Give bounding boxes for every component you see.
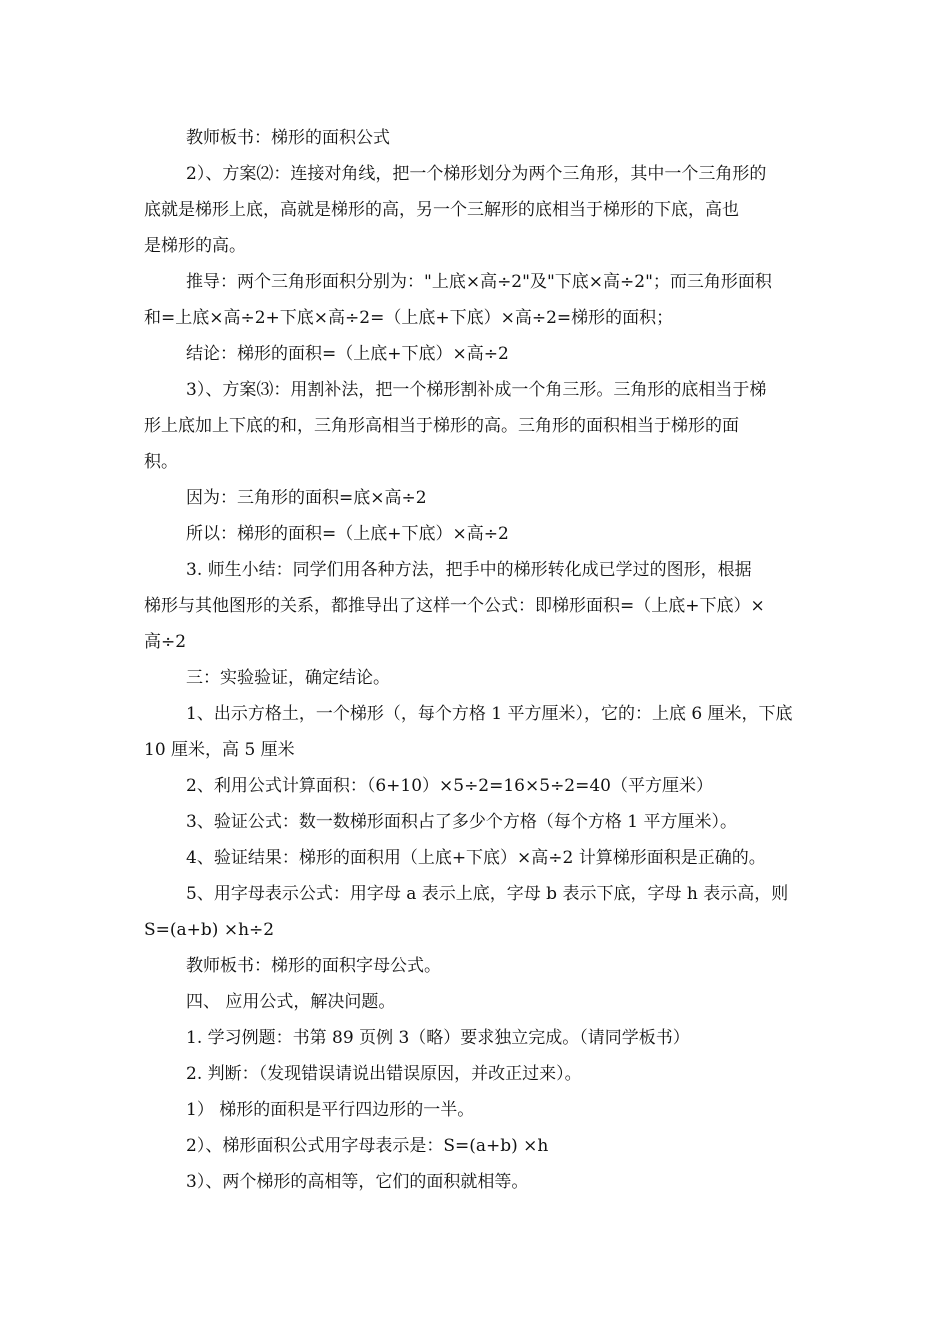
text-line: 1. 学习例题：书第 89 页例 3（略）要求独立完成。（请同学板书） xyxy=(186,1028,690,1048)
text-line: 底就是梯形上底，高就是梯形的高，另一个三解形的底相当于梯形的下底，高也 xyxy=(144,200,739,220)
text-line: 2. 判断：（发现错误请说出错误原因，并改正过来）。 xyxy=(186,1064,582,1084)
text-line: 形上底加上下底的和，三角形高相当于梯形的高。三角形的面积相当于梯形的面 xyxy=(144,416,739,436)
text-line: 3）、两个梯形的高相等，它们的面积就相等。 xyxy=(186,1172,529,1192)
text-line: 2、利用公式计算面积：（6+10）×5÷2=16×5÷2=40（平方厘米） xyxy=(186,776,713,796)
text-line: 和=上底×高÷2+下底×高÷2=（上底+下底）×高÷2=梯形的面积； xyxy=(144,308,674,328)
text-line: 教师板书：梯形的面积公式 xyxy=(186,128,390,148)
text-line: 积。 xyxy=(144,452,178,472)
document-body xyxy=(144,120,810,1200)
text-line: 所以：梯形的面积=（上底+下底）×高÷2 xyxy=(186,524,509,544)
text-line: 结论：梯形的面积=（上底+下底）×高÷2 xyxy=(186,344,509,364)
text-line: 高÷2 xyxy=(144,632,187,652)
text-line: 推导：两个三角形面积分别为："上底×高÷2"及"下底×高÷2"；而三角形面积 xyxy=(186,272,772,292)
text-line: S=(a+b) ×h÷2 xyxy=(144,920,275,940)
text-line: 10 厘米，高 5 厘米 xyxy=(144,740,295,760)
text-line: 四、 应用公式，解决问题。 xyxy=(186,992,396,1012)
text-line: 2）、方案⑵：连接对角线，把一个梯形划分为两个三角形，其中一个三角形的 xyxy=(186,164,767,184)
text-line: 是梯形的高。 xyxy=(144,236,246,256)
text-line: 1、出示方格土，一个梯形（，每个方格 1 平方厘米），它的：上底 6 厘米，下底 xyxy=(186,704,793,724)
text-line: 5、用字母表示公式：用字母 a 表示上底，字母 b 表示下底，字母 h 表示高，则 xyxy=(186,884,789,904)
text-line: 梯形与其他图形的关系，都推导出了这样一个公式：即梯形面积=（上底+下底）× xyxy=(144,596,765,616)
text-line: 1） 梯形的面积是平行四边形的一半。 xyxy=(186,1100,475,1120)
text-line: 2）、梯形面积公式用字母表示是：S=(a+b) ×h xyxy=(186,1136,549,1156)
text-line: 教师板书：梯形的面积字母公式。 xyxy=(186,956,441,976)
text-line: 三：实验验证，确定结论。 xyxy=(186,668,390,688)
text-line: 因为：三角形的面积=底×高÷2 xyxy=(186,488,427,508)
text-line: 3. 师生小结：同学们用各种方法，把手中的梯形转化成已学过的图形，根据 xyxy=(186,560,752,580)
text-line: 3）、方案⑶：用割补法，把一个梯形割补成一个角三形。三角形的底相当于梯 xyxy=(186,380,767,400)
text-line: 3、验证公式：数一数梯形面积占了多少个方格（每个方格 1 平方厘米）。 xyxy=(186,812,737,832)
text-line: 4、验证结果：梯形的面积用（上底+下底）×高÷2 计算梯形面积是正确的。 xyxy=(186,848,766,868)
